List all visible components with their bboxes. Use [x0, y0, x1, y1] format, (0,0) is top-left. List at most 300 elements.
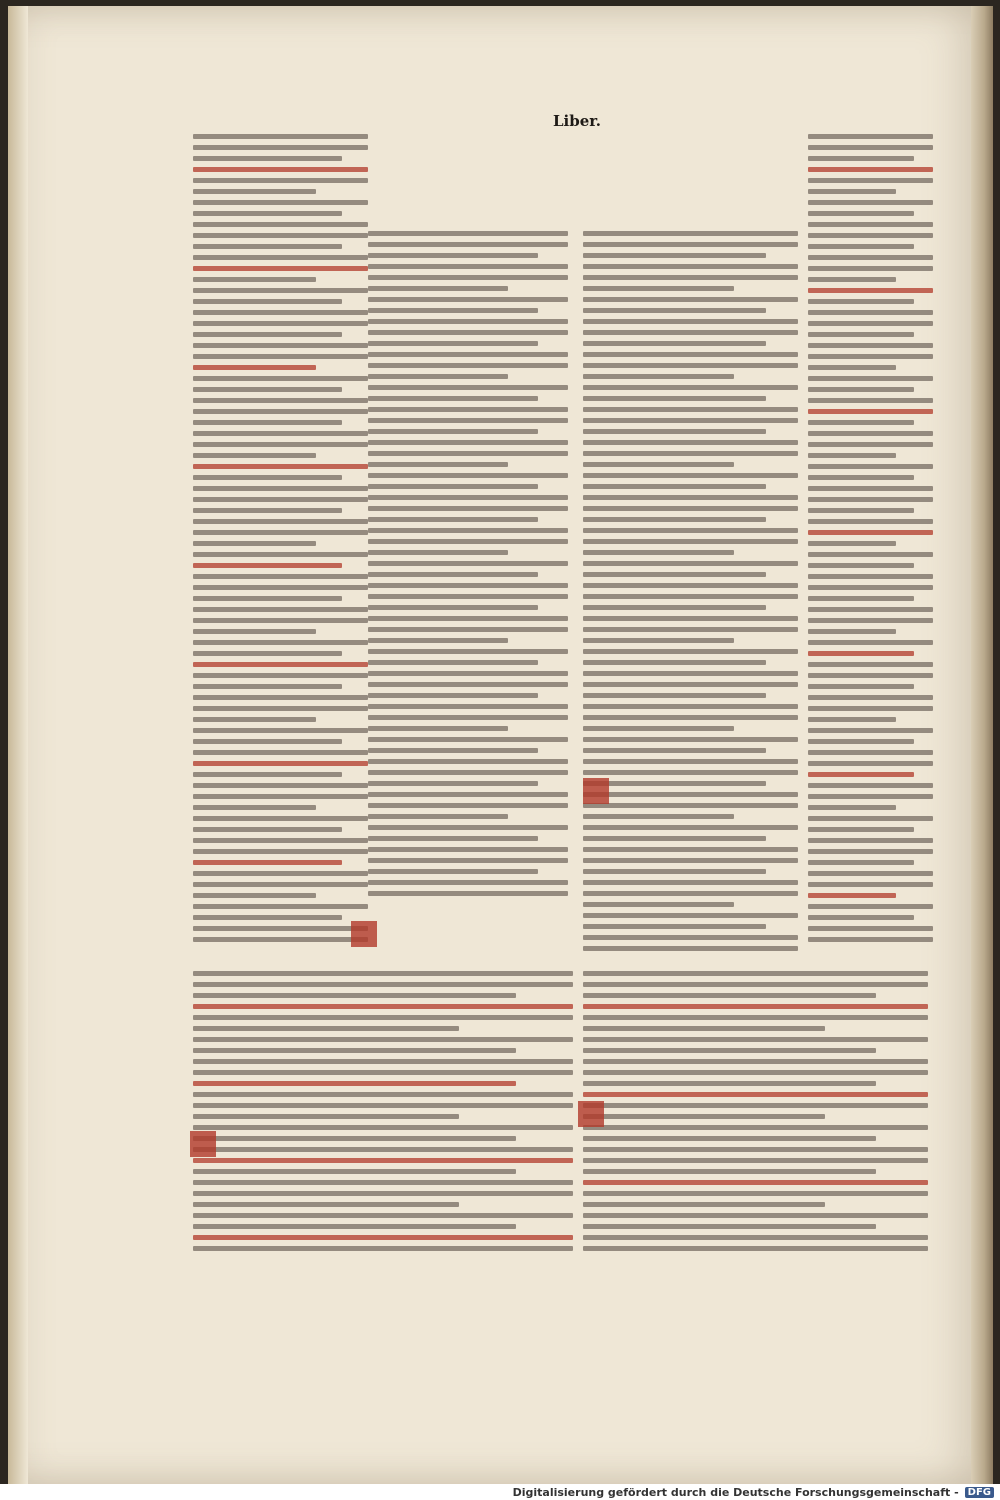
text-line: [193, 651, 342, 656]
text-line: [583, 913, 798, 918]
text-line: [583, 440, 798, 445]
text-line: [193, 563, 342, 568]
text-line: [193, 794, 368, 799]
text-line: [193, 299, 342, 304]
text-line: [368, 759, 568, 764]
text-line: [583, 451, 798, 456]
page-edge: [971, 6, 993, 1484]
running-head: Liber.: [553, 112, 602, 130]
text-line: [368, 715, 568, 720]
text-line: [808, 618, 933, 623]
text-line: [193, 860, 342, 865]
text-line: [583, 891, 798, 896]
text-line: [808, 805, 896, 810]
text-line: [368, 748, 538, 753]
footer-bar: [0, 1484, 1000, 1500]
text-line: [368, 803, 568, 808]
rubricated-initial: [351, 921, 377, 947]
gloss-bottom-left: [193, 971, 573, 1257]
text-line: [368, 682, 568, 687]
text-line: [193, 244, 342, 249]
text-line: [193, 1224, 516, 1229]
text-line: [583, 726, 734, 731]
text-line: [583, 858, 798, 863]
text-line: [808, 134, 933, 139]
text-line: [583, 638, 734, 643]
text-line: [583, 583, 798, 588]
text-line: [583, 495, 798, 500]
text-line: [808, 904, 933, 909]
text-line: [193, 464, 368, 469]
text-line: [193, 134, 368, 139]
text-line: [583, 1114, 825, 1119]
text-line: [808, 376, 933, 381]
text-line: [808, 640, 933, 645]
text-line: [583, 506, 798, 511]
text-line: [193, 871, 368, 876]
text-line: [193, 893, 316, 898]
text-line: [583, 737, 798, 742]
text-line: [193, 1004, 573, 1009]
text-line: [193, 189, 316, 194]
text-line: [368, 561, 568, 566]
text-line: [368, 528, 568, 533]
text-line: [583, 297, 798, 302]
text-line: [368, 319, 568, 324]
text-line: [808, 552, 933, 557]
text-line: [583, 869, 766, 874]
text-line: [583, 1048, 876, 1053]
text-line: [368, 627, 568, 632]
book-page: [8, 6, 993, 1484]
text-line: [808, 310, 933, 315]
text-line: [583, 396, 766, 401]
text-line: [583, 242, 798, 247]
text-line: [583, 1059, 928, 1064]
text-line: [583, 539, 798, 544]
text-line: [193, 1169, 516, 1174]
text-line: [193, 288, 368, 293]
text-line: [193, 365, 316, 370]
text-line: [583, 847, 798, 852]
text-line: [583, 462, 734, 467]
text-line: [808, 849, 933, 854]
text-line: [808, 387, 914, 392]
text-line: [193, 827, 342, 832]
text-line: [368, 814, 508, 819]
text-line: [583, 1246, 928, 1251]
text-line: [368, 847, 568, 852]
text-line: [193, 596, 342, 601]
main-text-column-right: [583, 231, 798, 957]
text-line: [808, 662, 933, 667]
text-line: [193, 971, 573, 976]
text-line: [368, 374, 508, 379]
text-line: [193, 673, 368, 678]
text-line: [808, 893, 896, 898]
text-line: [583, 550, 734, 555]
text-line: [808, 728, 933, 733]
text-line: [193, 915, 342, 920]
text-line: [583, 993, 876, 998]
rubricated-initial: [190, 1131, 216, 1157]
text-line: [583, 1015, 928, 1020]
text-line: [808, 574, 933, 579]
text-line: [193, 717, 316, 722]
text-line: [808, 431, 933, 436]
text-line: [193, 816, 368, 821]
text-line: [583, 286, 734, 291]
text-line: [193, 266, 368, 271]
text-line: [368, 495, 568, 500]
text-line: [368, 407, 568, 412]
text-line: [808, 211, 914, 216]
text-line: [583, 1070, 928, 1075]
text-line: [368, 517, 538, 522]
text-line: [368, 506, 568, 511]
text-line: [193, 937, 368, 942]
gloss-column-right: [808, 134, 933, 948]
text-line: [583, 748, 766, 753]
text-line: [368, 451, 568, 456]
text-line: [193, 739, 342, 744]
text-line: [808, 596, 914, 601]
text-line: [193, 805, 316, 810]
text-line: [583, 682, 798, 687]
text-line: [583, 572, 766, 577]
text-line: [193, 178, 368, 183]
text-line: [808, 486, 933, 491]
text-line: [808, 915, 914, 920]
text-line: [193, 904, 368, 909]
text-line: [368, 616, 568, 621]
text-line: [583, 770, 798, 775]
text-line: [193, 772, 342, 777]
text-line: [193, 354, 368, 359]
text-line: [193, 1103, 573, 1108]
text-line: [368, 891, 568, 896]
text-line: [583, 1169, 876, 1174]
text-line: [583, 473, 798, 478]
text-line: [368, 880, 568, 885]
text-line: [583, 1213, 928, 1218]
text-line: [583, 429, 766, 434]
text-line: [808, 178, 933, 183]
text-line: [808, 266, 933, 271]
text-line: [193, 420, 342, 425]
page-gutter: [8, 6, 28, 1484]
text-line: [583, 946, 798, 951]
text-line: [808, 189, 896, 194]
text-line: [193, 1015, 573, 1020]
text-line: [193, 156, 342, 161]
text-line: [808, 200, 933, 205]
text-line: [193, 662, 368, 667]
text-line: [583, 319, 798, 324]
text-line: [193, 519, 368, 524]
text-line: [193, 849, 368, 854]
text-line: [583, 935, 798, 940]
text-line: [368, 462, 508, 467]
text-line: [193, 1202, 459, 1207]
text-line: [583, 1004, 928, 1009]
text-line: [368, 792, 568, 797]
text-line: [368, 308, 538, 313]
text-line: [808, 761, 933, 766]
text-line: [193, 541, 316, 546]
text-line: [193, 684, 342, 689]
text-line: [583, 374, 734, 379]
text-line: [808, 222, 933, 227]
text-line: [193, 1081, 516, 1086]
text-line: [368, 264, 568, 269]
text-line: [368, 869, 538, 874]
text-line: [583, 418, 798, 423]
text-line: [583, 649, 798, 654]
text-line: [193, 409, 368, 414]
main-text-column-left: [368, 231, 568, 902]
text-line: [583, 880, 798, 885]
text-line: [193, 728, 368, 733]
text-line: [368, 594, 568, 599]
text-line: [368, 352, 568, 357]
text-line: [583, 982, 928, 987]
text-line: [808, 508, 914, 513]
text-line: [193, 1136, 516, 1141]
text-line: [583, 1125, 928, 1130]
text-line: [808, 156, 914, 161]
text-line: [583, 308, 766, 313]
text-line: [368, 341, 538, 346]
text-line: [368, 572, 538, 577]
text-line: [193, 145, 368, 150]
text-line: [583, 715, 798, 720]
text-line: [368, 638, 508, 643]
text-line: [808, 563, 914, 568]
text-line: [193, 398, 368, 403]
text-line: [193, 222, 368, 227]
text-line: [193, 618, 368, 623]
text-line: [808, 937, 933, 942]
text-line: [193, 1180, 573, 1185]
text-line: [808, 321, 933, 326]
gloss-column-left: [193, 134, 368, 948]
text-line: [808, 629, 896, 634]
text-line: [808, 497, 933, 502]
text-line: [368, 418, 568, 423]
text-line: [368, 484, 538, 489]
text-line: [193, 1191, 573, 1196]
text-line: [808, 750, 933, 755]
text-line: [583, 363, 798, 368]
text-line: [368, 363, 568, 368]
text-line: [583, 1103, 928, 1108]
footer-credit: Digitalisierung gefördert durch die Deutsche Forschungsgemeinschaft -: [512, 1485, 959, 1499]
text-line: [808, 871, 933, 876]
text-line: [808, 475, 914, 480]
text-line: [368, 693, 538, 698]
text-line: [808, 739, 914, 744]
text-line: [808, 365, 896, 370]
text-line: [193, 1114, 459, 1119]
text-line: [583, 352, 798, 357]
text-line: [808, 233, 933, 238]
text-line: [368, 297, 568, 302]
dfg-logo: DFG: [965, 1487, 994, 1498]
text-line: [583, 781, 766, 786]
text-line: [193, 387, 342, 392]
text-line: [583, 1136, 876, 1141]
text-line: [368, 539, 568, 544]
text-line: [583, 902, 734, 907]
text-line: [368, 770, 568, 775]
text-line: [368, 396, 538, 401]
text-line: [368, 253, 538, 258]
text-line: [193, 607, 368, 612]
text-line: [583, 693, 766, 698]
text-line: [808, 299, 914, 304]
rubricated-initial: [578, 1101, 604, 1127]
text-line: [193, 310, 368, 315]
text-line: [808, 277, 896, 282]
text-line: [193, 277, 316, 282]
text-line: [368, 671, 568, 676]
text-line: [583, 1180, 928, 1185]
text-line: [368, 385, 568, 390]
text-line: [193, 706, 368, 711]
text-line: [583, 971, 928, 976]
text-line: [808, 332, 914, 337]
text-line: [583, 275, 798, 280]
text-line: [368, 704, 568, 709]
text-line: [808, 255, 933, 260]
text-line: [808, 585, 933, 590]
text-line: [193, 343, 368, 348]
text-line: [583, 825, 798, 830]
text-line: [808, 343, 933, 348]
text-line: [808, 706, 933, 711]
text-line: [808, 673, 933, 678]
text-line: [583, 594, 798, 599]
text-line: [583, 517, 766, 522]
text-line: [193, 1026, 459, 1031]
text-line: [193, 508, 342, 513]
text-line: [808, 288, 933, 293]
text-line: [368, 858, 568, 863]
text-line: [193, 1070, 573, 1075]
text-line: [583, 1191, 928, 1196]
text-line: [368, 836, 538, 841]
text-line: [583, 803, 798, 808]
text-line: [583, 616, 798, 621]
text-line: [583, 1224, 876, 1229]
text-line: [583, 1202, 825, 1207]
text-line: [193, 200, 368, 205]
text-line: [368, 660, 538, 665]
text-line: [193, 233, 368, 238]
text-line: [583, 1092, 928, 1097]
text-line: [193, 926, 368, 931]
text-line: [193, 211, 342, 216]
text-line: [583, 924, 766, 929]
text-line: [193, 552, 368, 557]
text-line: [368, 726, 508, 731]
text-line: [808, 244, 914, 249]
text-line: [193, 585, 368, 590]
text-line: [808, 398, 933, 403]
text-line: [808, 794, 933, 799]
text-line: [368, 583, 568, 588]
text-line: [808, 607, 933, 612]
text-line: [193, 695, 368, 700]
text-line: [808, 530, 933, 535]
text-line: [193, 1235, 573, 1240]
text-line: [583, 1158, 928, 1163]
text-line: [808, 453, 896, 458]
text-line: [583, 407, 798, 412]
text-line: [193, 321, 368, 326]
text-line: [368, 330, 568, 335]
text-line: [808, 354, 933, 359]
text-line: [193, 1213, 573, 1218]
text-line: [808, 783, 933, 788]
text-line: [368, 275, 568, 280]
text-line: [583, 253, 766, 258]
text-line: [583, 660, 766, 665]
text-line: [808, 651, 914, 656]
text-line: [368, 605, 538, 610]
text-line: [193, 1037, 573, 1042]
text-line: [808, 145, 933, 150]
text-line: [583, 792, 798, 797]
text-line: [193, 442, 368, 447]
text-line: [368, 781, 538, 786]
text-line: [368, 286, 508, 291]
text-line: [193, 376, 368, 381]
text-line: [193, 761, 368, 766]
text-line: [193, 750, 368, 755]
text-line: [193, 993, 516, 998]
gloss-bottom-right: [583, 971, 928, 1257]
text-line: [808, 420, 914, 425]
text-line: [583, 704, 798, 709]
text-line: [583, 627, 798, 632]
text-line: [193, 332, 342, 337]
text-line: [583, 836, 766, 841]
text-line: [583, 231, 798, 236]
text-line: [583, 341, 766, 346]
text-line: [193, 453, 316, 458]
text-line: [808, 695, 933, 700]
text-line: [583, 528, 798, 533]
text-line: [583, 1037, 928, 1042]
text-line: [583, 561, 798, 566]
text-line: [193, 1147, 573, 1152]
text-line: [193, 882, 368, 887]
text-line: [368, 825, 568, 830]
text-line: [808, 442, 933, 447]
text-line: [368, 440, 568, 445]
text-line: [583, 1147, 928, 1152]
text-line: [368, 473, 568, 478]
text-line: [808, 838, 933, 843]
text-line: [808, 882, 933, 887]
text-line: [193, 255, 368, 260]
text-line: [368, 737, 568, 742]
text-line: [193, 1246, 573, 1251]
text-line: [193, 1125, 573, 1130]
text-line: [193, 783, 368, 788]
